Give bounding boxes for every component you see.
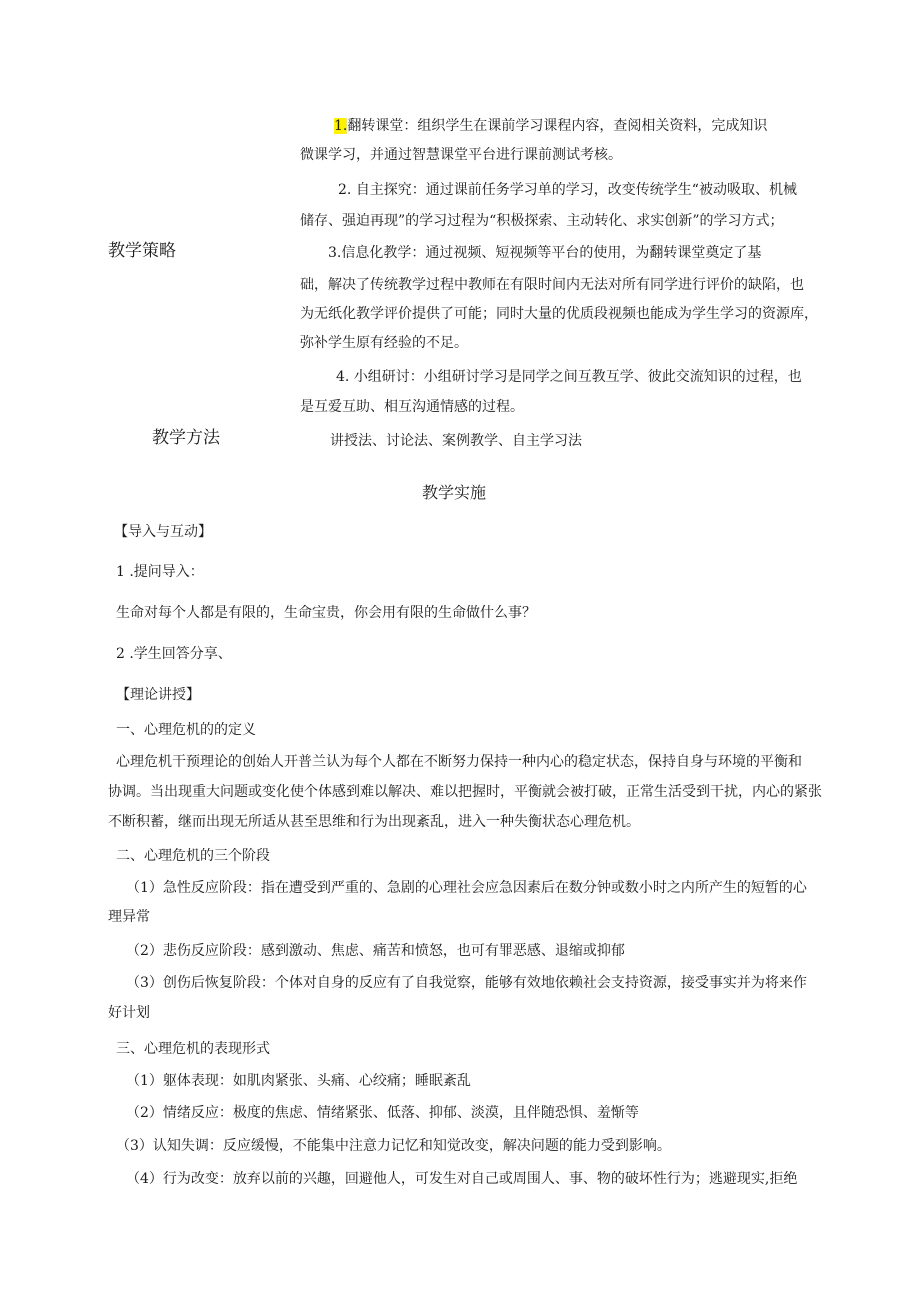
strategy-item-2-line-2: 储存、强迫再现”的学习过程为“积极探索、主动转化、求实创新”的学习方式；	[300, 213, 784, 229]
theory-heading: 【理论讲授】	[116, 687, 200, 703]
strategy-item-3-line-2: 础，解决了传统教学过程中教师在有限时间内无法对所有同学进行评价的缺陷，也	[300, 277, 804, 293]
intro-item-2: 2 .学生回答分享、	[116, 646, 232, 662]
section-1-line-1: 心理危机干预理论的创始人开普兰认为每个人都在不断努力保持一种内心的稳定状态，保持自身与环境的平衡和	[116, 754, 802, 770]
section-2-p1-line-2: 理异常	[108, 909, 150, 925]
section-3-p2: （2）情绪反应：极度的焦虑、情绪紧张、低落、抑郁、淡漠，且伴随恐惧、羞惭等	[126, 1105, 639, 1121]
method-label: 教学方法	[152, 428, 220, 448]
strategy-item-3-line-3: 为无纸化教学评价提供了可能；同时大量的优质段视频也能成为学生学习的资源库，	[300, 306, 818, 322]
highlight-number: 1.	[334, 118, 348, 134]
strategy-item-3-line-4: 弥补学生原有经验的不足。	[300, 335, 468, 351]
intro-question: 生命对每个人都是有限的，生命宝贵，你会用有限的生命做什么事？	[116, 605, 536, 621]
strategy-item-3-line-1: 3.信息化教学：通过视频、短视频等平台的使用，为翻转课堂奠定了基	[328, 245, 762, 261]
section-1-line-3: 不断积蓄，继而出现无所适从甚至思维和行为出现紊乱，进入一种失衡状态心理危机。	[108, 814, 640, 830]
section-1-line-2: 协调。当出现重大问题或变化使个体感到难以解决、难以把握时，平衡就会被打破，正常生活受到干扰，内心的紧张	[108, 784, 822, 800]
section-2-p3-line-1: （3）创伤后恢复阶段：个体对自身的反应有了自我觉察，能够有效地依赖社会支持资源，接受事实并为将来作	[126, 975, 807, 991]
section-2-p2: （2）悲伤反应阶段：感到激动、焦虑、痛苦和愤怒，也可有罪恶感、退缩或抑郁	[126, 943, 625, 959]
intro-item-1: 1 .提问导入：	[116, 564, 204, 580]
implementation-title: 教学实施	[422, 483, 487, 502]
strategy-label: 教学策略	[108, 241, 176, 261]
strategy-item-2-line-1: 2. 自主探究：通过课前任务学习单的学习，改变传统学生“被动吸取、机械	[338, 182, 797, 198]
method-text: 讲授法、讨论法、案例教学、自主学习法	[330, 433, 582, 449]
section-3-p4: （4）行为改变：放弃以前的兴趣，回避他人，可发生对自己或周围人、事、物的破坏性行为；逃避现实,拒绝	[126, 1171, 798, 1187]
section-3-p3: （3）认知失调：反应缓慢，不能集中注意力记忆和知觉改变，解决问题的能力受到影响。	[116, 1138, 671, 1154]
section-2-p3-line-2: 好计划	[108, 1005, 150, 1021]
section-3-heading: 三、心理危机的表现形式	[116, 1041, 270, 1057]
section-1-heading: 一、心理危机的的定义	[116, 722, 256, 738]
section-2-heading: 二、心理危机的三个阶段	[116, 848, 270, 864]
strategy-item-4-line-1: 4. 小组研讨：小组研讨学习是同学之间互教互学、彼此交流知识的过程，也	[336, 369, 802, 385]
section-2-p1-line-1: （1）急性反应阶段：指在遭受到严重的、急剧的心理社会应急因素后在数分钟或数小时之内所产生的短暂的心	[126, 880, 807, 896]
section-3-p1: （1）躯体表现：如肌肉紧张、头痛、心绞痛；睡眠紊乱	[126, 1073, 471, 1089]
strategy-item-1-line-1: 1.翻转课堂：组织学生在课前学习课程内容，查阅相关资料，完成知识	[334, 118, 768, 134]
strategy-item-1-line-2: 微课学习，并通过智慧课堂平台进行课前测试考核。	[300, 147, 622, 163]
strategy-item-4-line-2: 是互爱互助、相互沟通情感的过程。	[300, 399, 524, 415]
intro-heading: 【导入与互动】	[114, 524, 212, 540]
